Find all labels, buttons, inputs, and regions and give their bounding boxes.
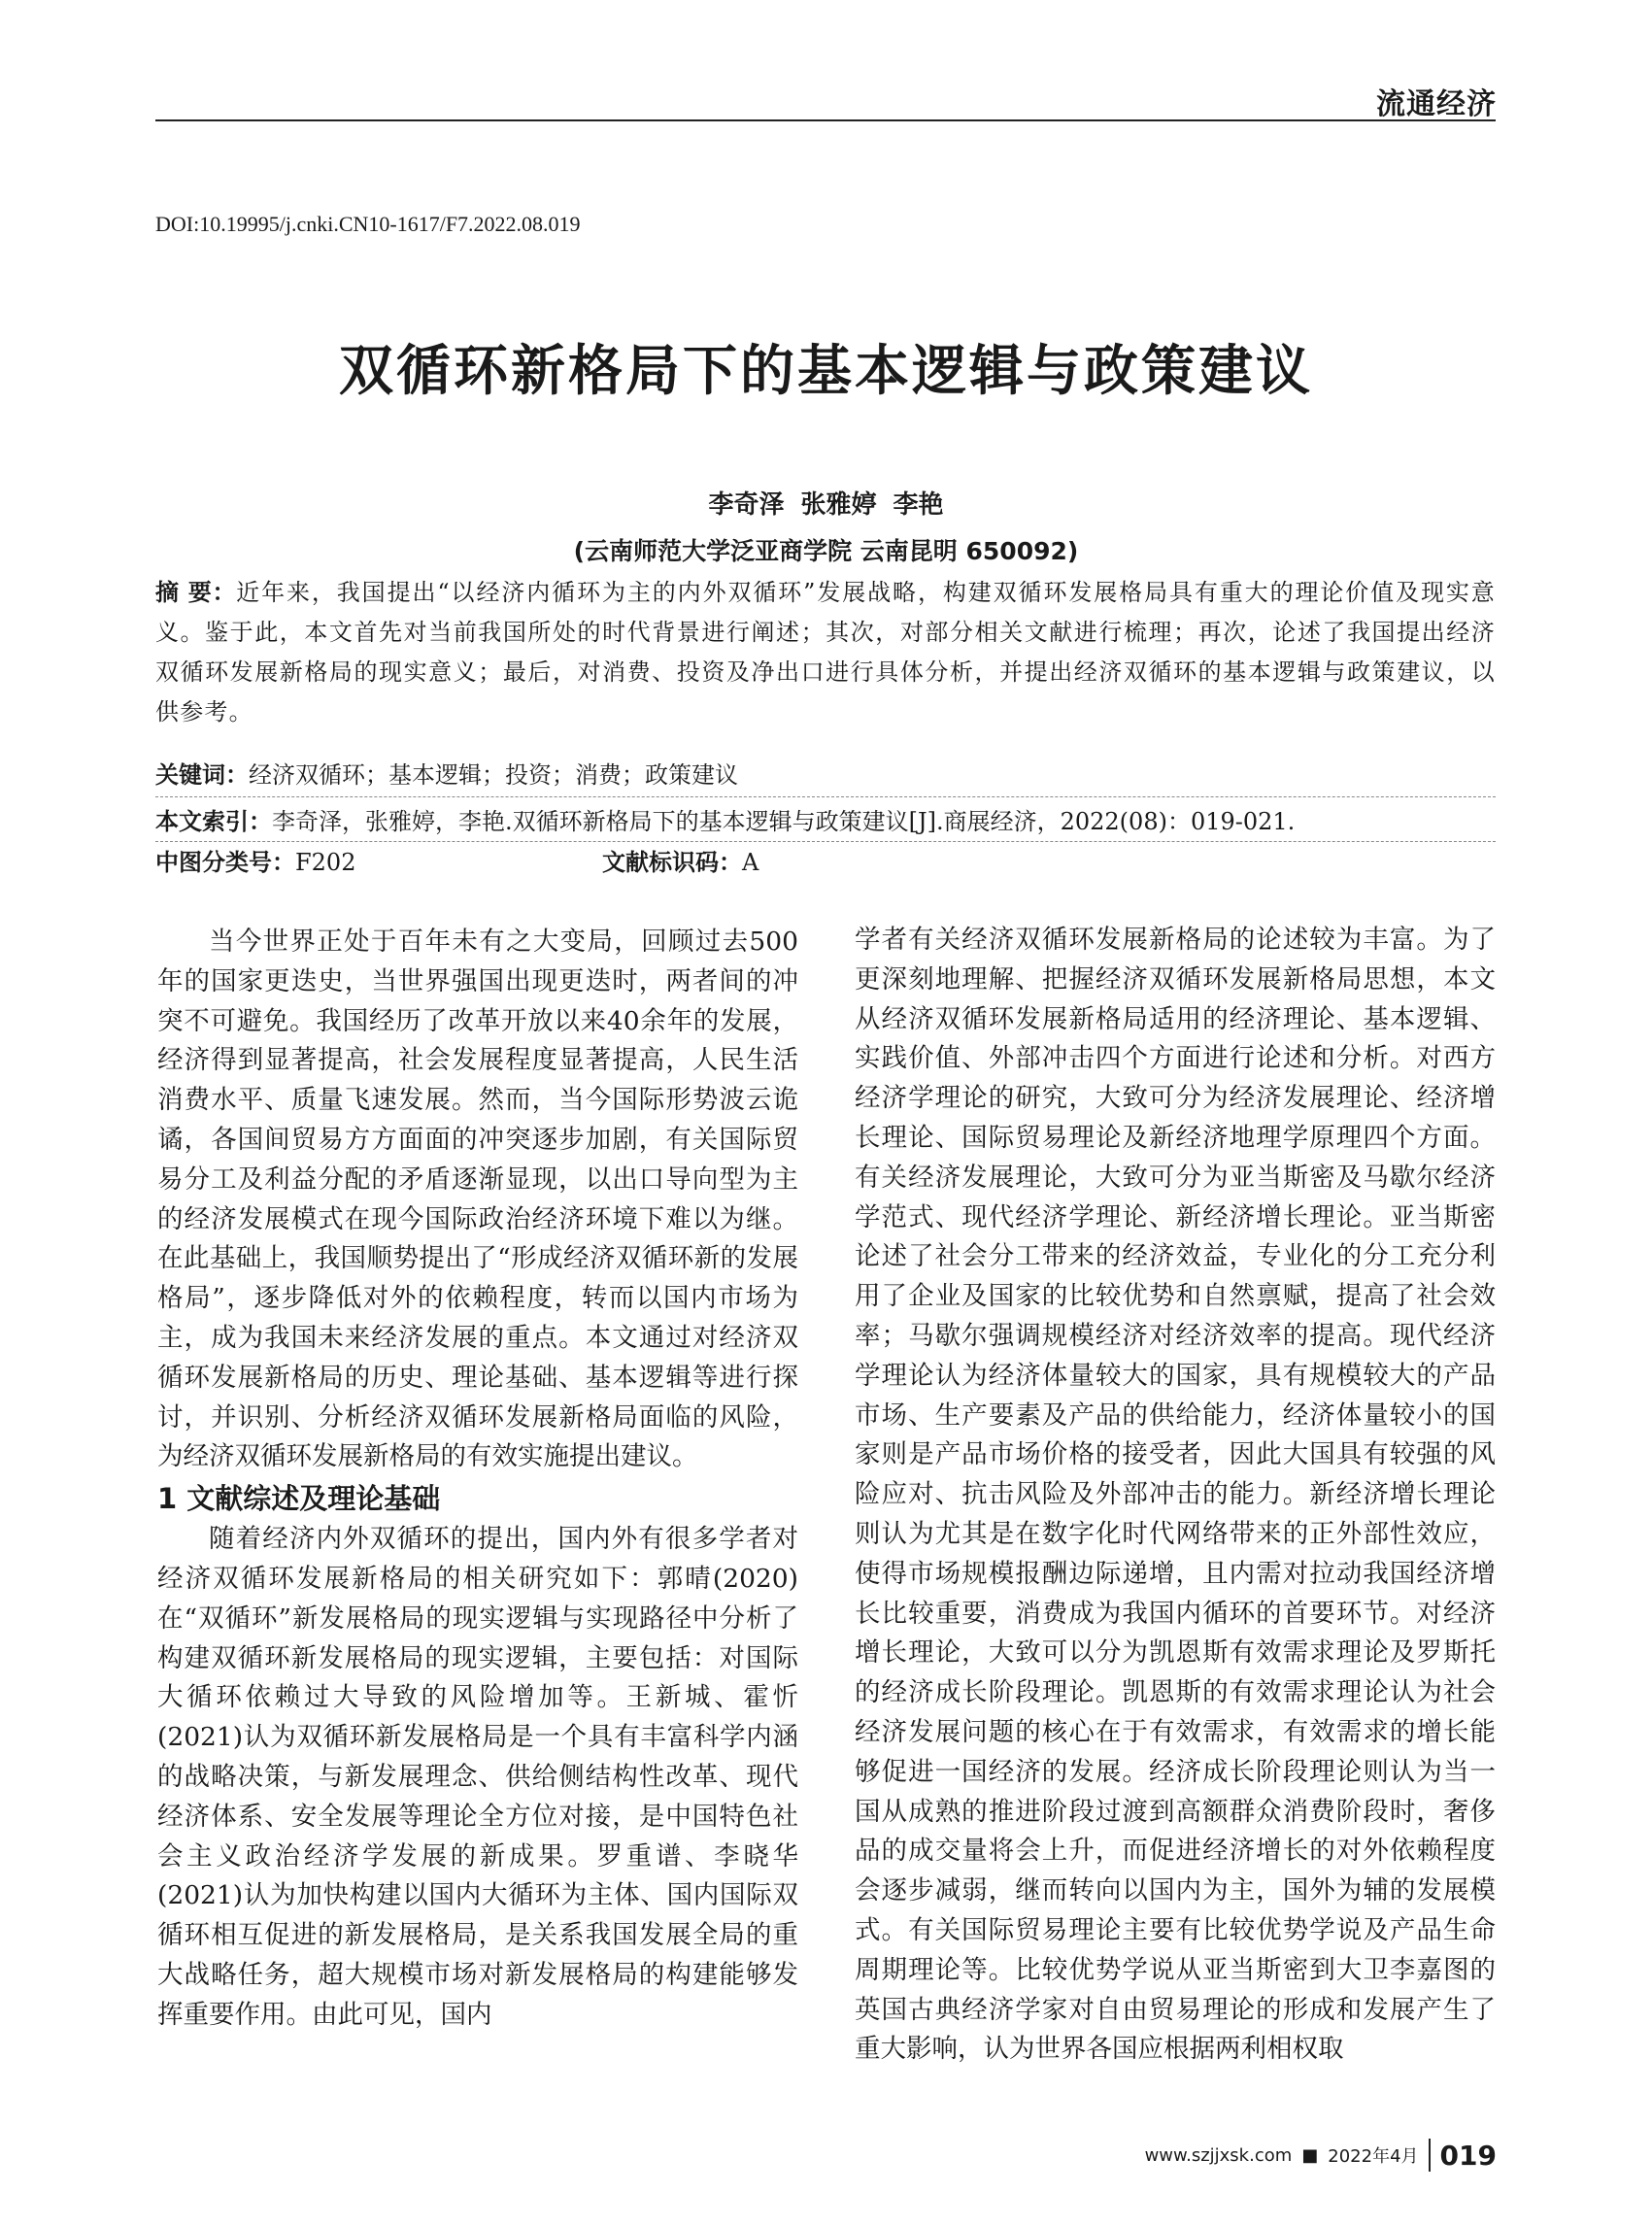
paragraph: 学者有关经济双循环发展新格局的论述较为丰富。为了更深刻地理解、把握经济双循环发展新格局思想，本文从经济双循环发展新格局适用的经济理论、基本逻辑、实践价值、外部冲击四个方面进行论述和分析。对西方经济学理论的研究，大致可分为经济发展理论、经济增长理论、国际贸易理论及新经济地理学原理四个方面。有关经济发展理论，大致可分为亚当斯密及马歇尔经济学范式、现代经济学理论、新经济增长理论。亚当斯密论述了社会分工带来的经济效益，专业化的分工充分利用了企业及国家的比较优势和自然禀赋，提高了社会效率；马歇尔强调规模经济对经济效率的提高。现代经济学理论认为经济体量较大的国家，具有规模较大的产品市场、生产要素及产品的供给能力，经济体量较小的国家则是产品市场价格的接受者，因此大国具有较强的风险应对、抗击风险及外部冲击的能力。新经济增长理论则认为尤其是在数字化时代网络带来的正外部性效应，使得市场规模报酬边际递增，且内需对拉动我国经济增长比较重要，消费成为我国内循环的首要环节。对经济增长理论，大致可以分为凯恩斯有效需求理论及罗斯托的经济成长阶段理论。凯恩斯的有效需求理论认为社会经济发展问题的核心在于有效需求，有效需求的增长能够促进一国经济的发展。经济成长阶段理论则认为当一国从成熟的推进阶段过渡到高额群众消费阶段时，奢侈品的成交量将会上升，而促进经济增长的对外依赖程度会逐步减弱，继而转向以国内为主，国外为辅的发展模式。有关国际贸易理论主要有比较优势学说及产品生命周期理论等。比较优势学说从亚当斯密到大卫李嘉图的英国古典经济学家对自由贸易理论的形成和发展产生了重大影响，认为世界各国应根据两利相权取 xyxy=(855,925,1496,2065)
abstract xyxy=(155,573,1496,732)
doi: DOI:10.19995/j.cnki.CN10-1617/F7.2022.08.019 xyxy=(155,212,581,236)
journal-section-name: 流通经济 xyxy=(1376,87,1497,121)
classification xyxy=(155,845,355,880)
right-column xyxy=(855,921,1496,2070)
authors: 李奇泽 张雅婷 李艳 xyxy=(708,490,944,520)
left-column xyxy=(157,923,798,2036)
citation-label: 本文索引： xyxy=(155,808,272,835)
divider xyxy=(155,841,1496,842)
footer-separator xyxy=(1429,2139,1431,2172)
page-footer xyxy=(1145,2139,1497,2172)
citation xyxy=(155,804,1496,839)
classification-value: F202 xyxy=(295,849,356,876)
journal-website: www.szjjxsk.com xyxy=(1144,2144,1293,2166)
abstract-label: 摘 要： xyxy=(155,579,237,606)
document-code xyxy=(602,845,759,880)
issue-date: 2022年4月 xyxy=(1328,2146,1419,2167)
paragraph: 当今世界正处于百年未有之大变局，回顾过去500年的国家更迭史，当世界强国出现更迭时，两者间的冲突不可避免。我国经历了改革开放以来40余年的发展，经济得到显著提高，社会发展程度显著提高，人民生活消费水平、质量飞速发展。然而，当今国际形势波云诡谲，各国间贸易方方面面的冲突逐步加剧，有关国际贸易分工及利益分配的矛盾逐渐显现，以出口导向型为主的经济发展模式在现今国际政治经济环境下难以为继。在此基础上，我国顺势提出了“形成经济双循环新的发展格局”，逐步降低对外的依赖程度，转而以国内市场为主，成为我国未来经济发展的重点。本文通过对经济双循环发展新格局的历史、理论基础、基本逻辑等进行探讨，并识别、分析经济双循环发展新格局面临的风险，为经济双循环发展新格局的有效实施提出建议。 xyxy=(157,927,798,1472)
page-number: 019 xyxy=(1439,2139,1497,2172)
document-code-value: A xyxy=(742,849,759,876)
paper-title: 双循环新格局下的基本逻辑与政策建议 xyxy=(339,339,1313,403)
header-rule xyxy=(155,119,1496,121)
keywords-text: 经济双循环；基本逻辑；投资；消费；政策建议 xyxy=(249,761,738,789)
keywords-label: 关键词： xyxy=(155,761,249,789)
classification-label: 中图分类号： xyxy=(155,849,295,876)
divider xyxy=(155,796,1496,797)
document-code-label: 文献标识码： xyxy=(602,849,742,876)
keywords xyxy=(155,758,738,793)
paragraph: 随着经济内外双循环的提出，国内外有很多学者对经济双循环发展新格局的相关研究如下：郭晴(2020)在“双循环”新发展格局的现实逻辑与实现路径中分析了构建双循环新发展格局的现实逻辑，主要包括：对国际大循环依赖过大导致的风险增加等。王新城、霍忻(2021)认为双循环新发展格局是一个具有丰富科学内涵的战略决策，与新发展理念、供给侧结构性改革、现代经济体系、安全发展等理论全方位对接，是中国特色社会主义政治经济学发展的新成果。罗重谱、李晓华(2021)认为加快构建以国内大循环为主体、国内国际双循环相互促进的新发展格局，是关系我国发展全局的重大战略任务，超大规模市场对新发展格局的构建能够发挥重要作用。由此可见，国内 xyxy=(157,1524,798,2030)
abstract-text: 近年来，我国提出“以经济内循环为主的内外双循环”发展战略，构建双循环发展格局具有重大的理论价值及现实意义。鉴于此，本文首先对当前我国所处的时代背景进行阐述；其次，对部分相关文献进行梳理；再次，论述了我国提出经济双循环发展新格局的现实意义；最后，对消费、投资及净出口进行具体分析，并提出经济双循环的基本逻辑与政策建议，以供参考。 xyxy=(155,579,1496,725)
section-heading: 1 文献综述及理论基础 xyxy=(157,1482,441,1516)
bullet-icon: ■ xyxy=(1301,2144,1319,2166)
affiliation: (云南师范大学泛亚商学院 云南昆明 650092) xyxy=(573,537,1079,565)
citation-text: 李奇泽，张雅婷，李艳.双循环新格局下的基本逻辑与政策建议[J].商展经济，2022(08)：019-021. xyxy=(272,808,1296,835)
